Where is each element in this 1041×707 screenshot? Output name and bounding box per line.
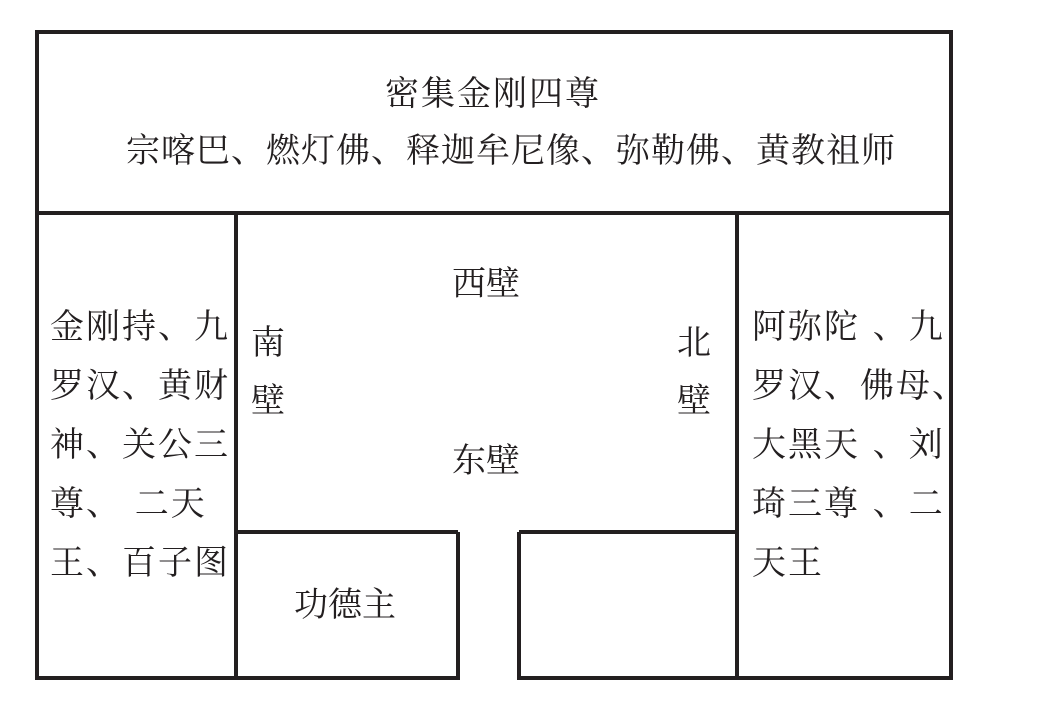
left-panel-text [50,298,230,593]
north-wall-label [674,314,714,430]
east-wall-label: 东壁 [452,441,520,481]
right-line: 阿弥陀 、九 [752,307,945,347]
top-subtitle: 宗喀巴、燃灯佛、释迦牟尼像、弥勒佛、黄教祖师 [126,131,896,171]
top-title: 密集金刚四尊 [385,74,601,114]
left-line: 王、百子图 [50,543,230,583]
west-wall-label: 西壁 [452,264,520,304]
south-wall-text: 南壁 [251,323,285,421]
left-line: 神、关公三 [50,425,230,465]
donor-label: 功德主 [294,585,396,625]
entrance-gap [460,675,517,681]
right-line: 天王 [752,543,824,583]
right-panel-text [752,298,968,593]
left-line: 金刚持、九 [50,307,230,347]
right-line: 罗汉、佛母、 [752,366,968,406]
south-wall-label [248,314,288,430]
right-line: 大黑天 、刘 [752,425,945,465]
right-line: 琦三尊 、二 [752,484,945,524]
north-wall-text: 北壁 [677,323,711,421]
left-line: 尊、 二天 [50,484,207,524]
left-line: 罗汉、黄财 [50,366,230,406]
